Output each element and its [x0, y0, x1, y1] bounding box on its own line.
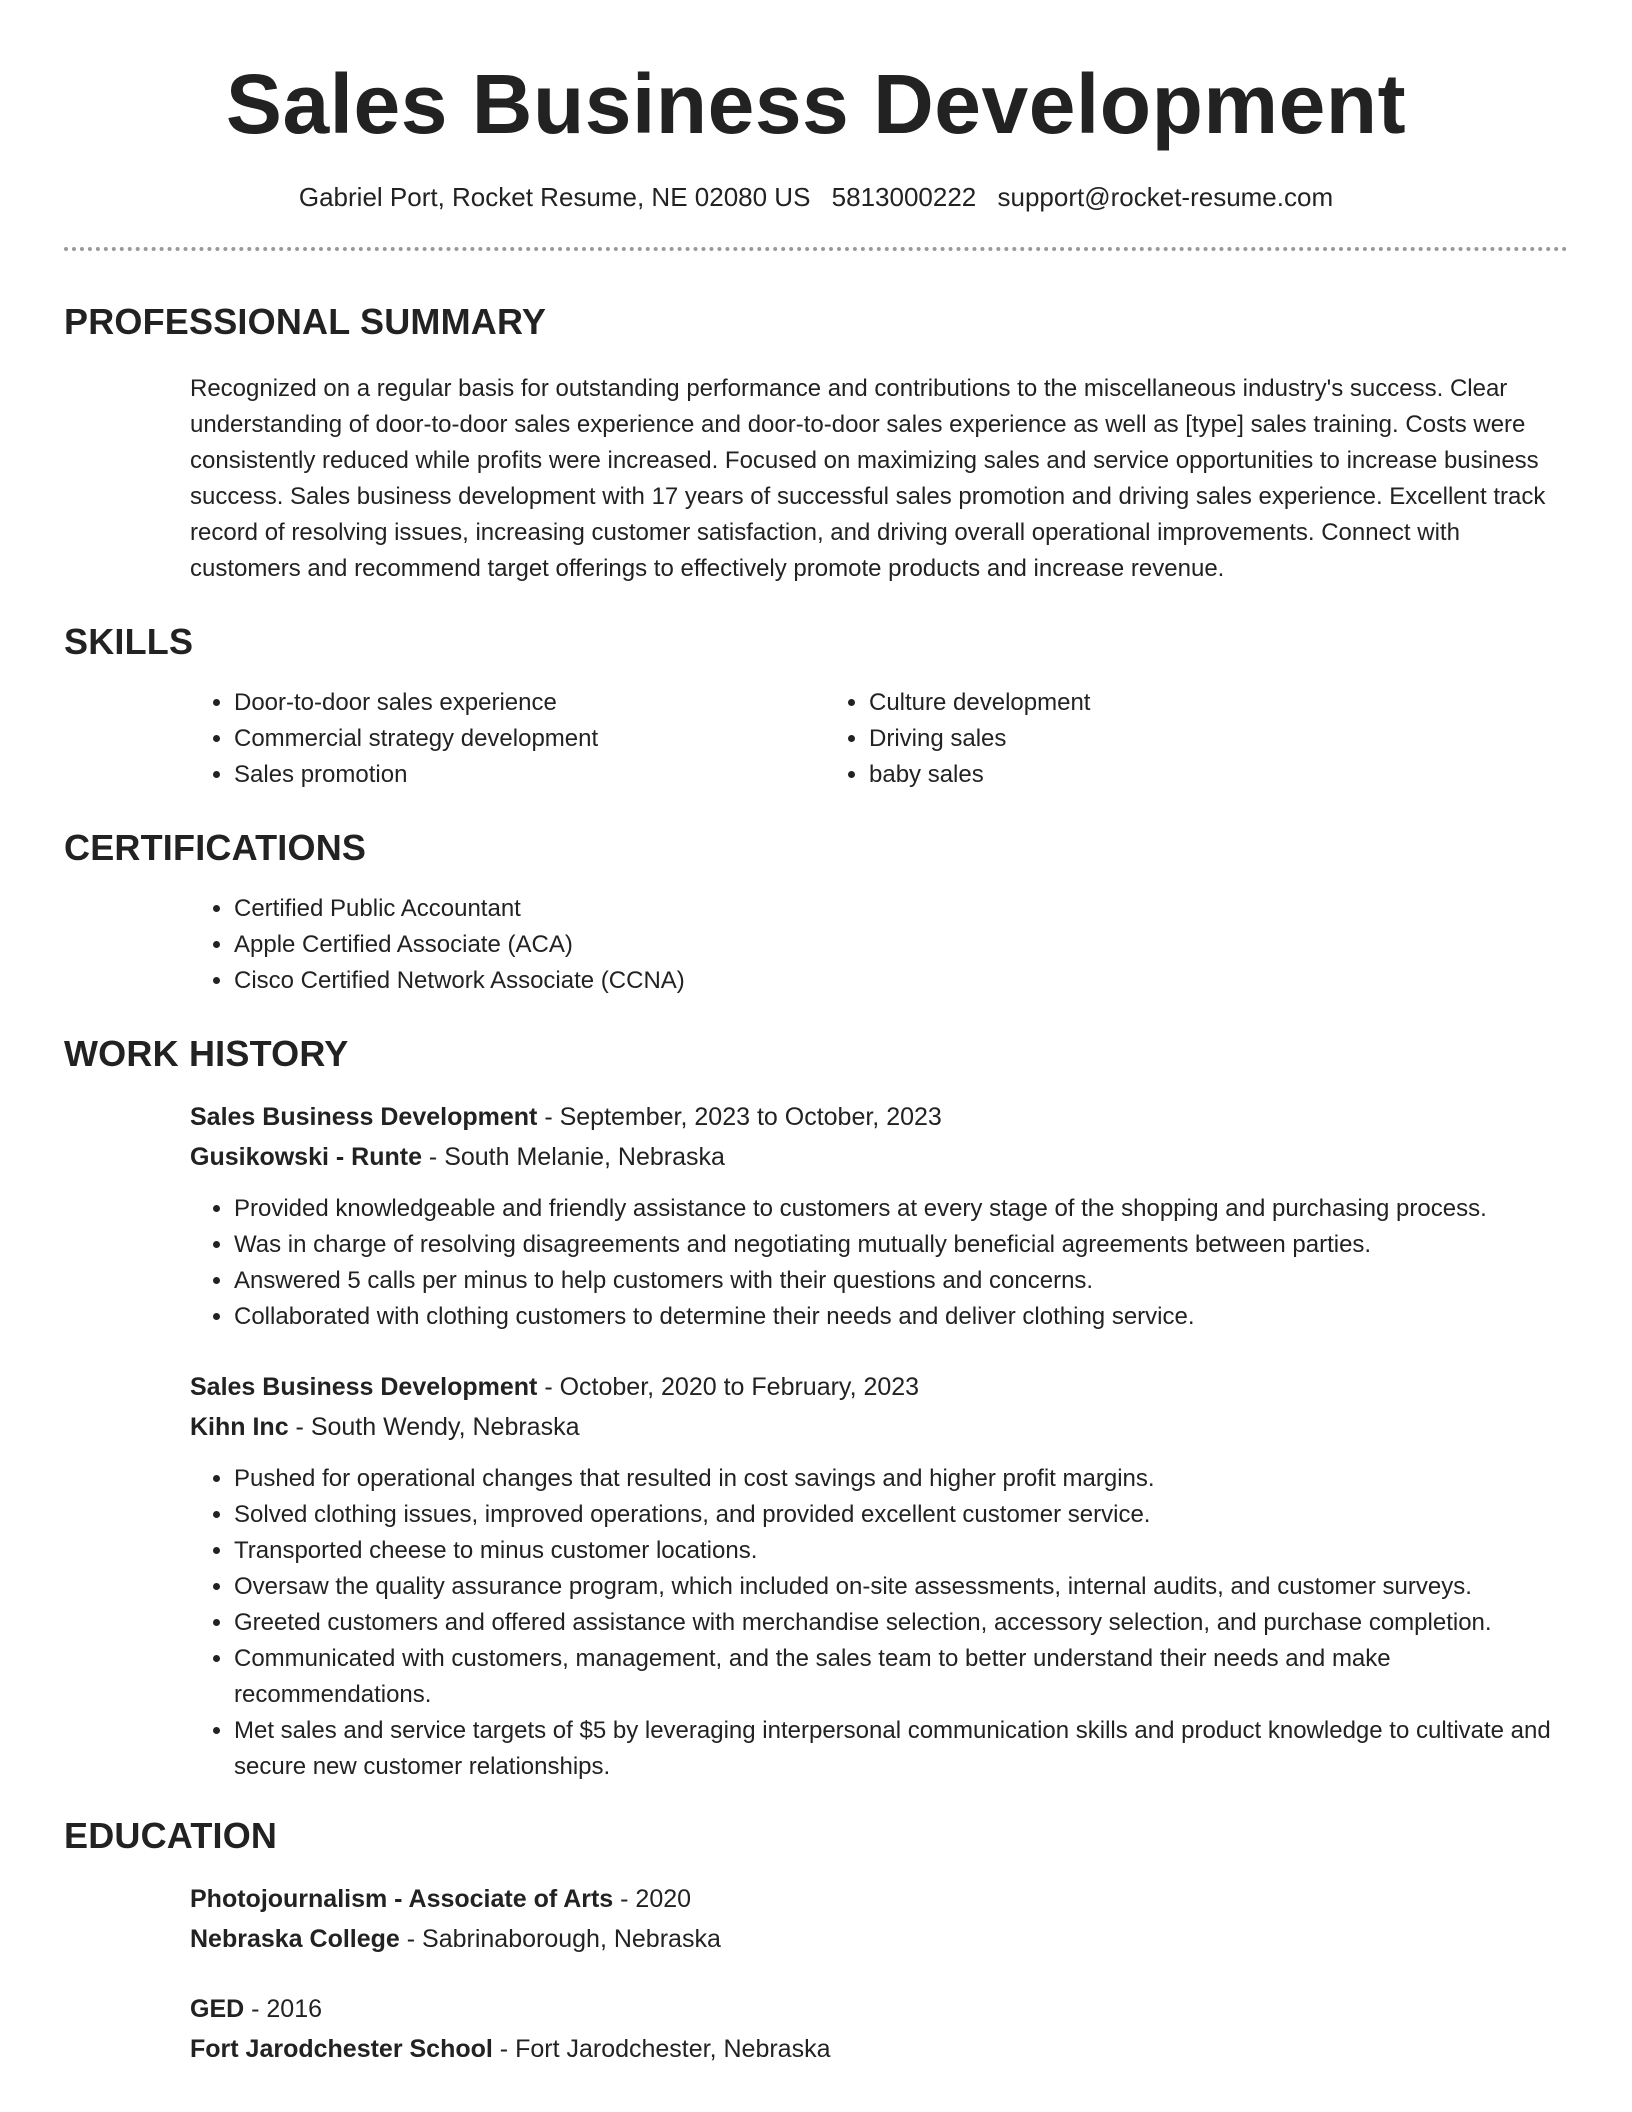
education-degree: Photojournalism - Associate of Arts: [190, 1885, 614, 1913]
education-location: - Sabrinaborough, Nebraska: [399, 1925, 721, 1953]
job-bullet: • Answered 5 calls per minus to help customers with their questions and concerns.: [234, 1263, 1568, 1299]
education-entry: [190, 1879, 1568, 1959]
contact-line: [64, 182, 1568, 213]
resume-name: Sales Business Development: [225, 57, 1407, 151]
contact-email: support@rocket-resume.com: [997, 182, 1334, 212]
education-school: Fort Jarodchester School: [190, 2035, 493, 2063]
summary-text: Recognized on a regular basis for outstanding performance and contributions to the miscellaneous industry's success. Clear understanding of door-to-door sales experience and door-to-door sales experience as well as [type] sales training. Costs were consistently reduced while profits were increased. Focused on maximizing sales and service opportunities to increase business success. Sales business development with 17 years of successful sales promotion and driving sales experience. Excellent track record of resolving issues, increasing customer satisfaction, and driving overall operational improvements. Connect with customers and recommend target offerings to effectively promote products and increase revenue.: [190, 375, 1546, 582]
education-school: Nebraska College: [190, 1925, 400, 1953]
education-degree-line: [190, 1879, 1568, 1919]
education-school-line: [190, 1919, 1568, 1959]
contact-address: Gabriel Port, Rocket Resume, NE 02080 US: [298, 182, 811, 212]
job-company: Kihn Inc: [190, 1413, 289, 1441]
education-location: - Fort Jarodchester, Nebraska: [492, 2035, 831, 2063]
skill-item: • Door-to-door sales experience: [234, 685, 825, 721]
skills-list-right: [825, 685, 1460, 793]
job-bullet: • Pushed for operational changes that resulted in cost savings and higher profit margins.: [234, 1461, 1568, 1497]
education-degree-line: [190, 1989, 1568, 2029]
summary-heading: PROFESSIONAL SUMMARY: [64, 301, 547, 342]
skill-item: • Driving sales: [869, 721, 1460, 757]
job-bullet: • Oversaw the quality assurance program, which included on-site assessments, internal audits, and customer surveys.: [234, 1569, 1568, 1605]
job-bullets: [190, 1191, 1568, 1335]
education-school-line: [190, 2029, 1568, 2069]
job-company-line: [190, 1137, 1568, 1177]
job-bullet: • Collaborated with clothing customers to determine their needs and deliver clothing service.: [234, 1299, 1568, 1335]
job-title-line: [190, 1367, 1568, 1407]
education-heading: EDUCATION: [64, 1815, 278, 1856]
job-bullet: • Solved clothing issues, improved operations, and provided excellent customer service.: [234, 1497, 1568, 1533]
job-bullet: • Communicated with customers, management, and the sales team to better understand their needs and make recommendations.: [234, 1641, 1568, 1713]
skills-list-left: [190, 685, 825, 793]
skill-item: • Culture development: [869, 685, 1460, 721]
job-bullet: • Transported cheese to minus customer locations.: [234, 1533, 1568, 1569]
certifications-section: [64, 827, 1568, 999]
work-history-section: [64, 1033, 1568, 1785]
skills-section: [64, 621, 1568, 793]
contact-phone: 5813000222: [831, 182, 977, 212]
certification-item: • Certified Public Accountant: [234, 891, 1568, 927]
skills-grid: [190, 685, 1568, 793]
certification-item: • Cisco Certified Network Associate (CCNA): [234, 963, 1568, 999]
job-location: - South Melanie, Nebraska: [421, 1143, 725, 1171]
certification-item: • Apple Certified Associate (ACA): [234, 927, 1568, 963]
job-dates: - September, 2023 to October, 2023: [537, 1103, 942, 1131]
job-dates: - October, 2020 to February, 2023: [537, 1373, 920, 1401]
job-bullet: • Provided knowledgeable and friendly assistance to customers at every stage of the shopping and purchasing process.: [234, 1191, 1568, 1227]
work-history-heading: WORK HISTORY: [64, 1033, 349, 1074]
job-bullet: • Was in charge of resolving disagreements and negotiating mutually beneficial agreements between parties.: [234, 1227, 1568, 1263]
job-entry-header: [190, 1097, 1568, 1177]
job-role: Sales Business Development: [190, 1103, 538, 1131]
certifications-list: [190, 891, 1568, 999]
skills-heading: SKILLS: [64, 621, 194, 662]
job-location: - South Wendy, Nebraska: [288, 1413, 580, 1441]
certifications-heading: CERTIFICATIONS: [64, 827, 367, 868]
skill-item: • baby sales: [869, 757, 1460, 793]
education-year: - 2016: [244, 1995, 323, 2023]
job-bullet: • Met sales and service targets of $5 by leveraging interpersonal communication skills and product knowledge to cultivate and secure new customer relationships.: [234, 1713, 1568, 1785]
education-year: - 2020: [613, 1885, 692, 1913]
job-bullets: [190, 1461, 1568, 1785]
education-entry: [190, 1989, 1568, 2069]
job-bullet: • Greeted customers and offered assistance with merchandise selection, accessory selection, and purchase completion.: [234, 1605, 1568, 1641]
job-role: Sales Business Development: [190, 1373, 538, 1401]
job-company: Gusikowski - Runte: [190, 1143, 422, 1171]
education-degree: GED: [190, 1995, 245, 2023]
education-section: [64, 1815, 1568, 2069]
skill-item: • Commercial strategy development: [234, 721, 825, 757]
skill-item: • Sales promotion: [234, 757, 825, 793]
header-divider: [64, 247, 1568, 251]
job-title-line: [190, 1097, 1568, 1137]
job-company-line: [190, 1407, 1568, 1447]
summary-section: [64, 301, 1568, 587]
job-entry-header: [190, 1367, 1568, 1447]
